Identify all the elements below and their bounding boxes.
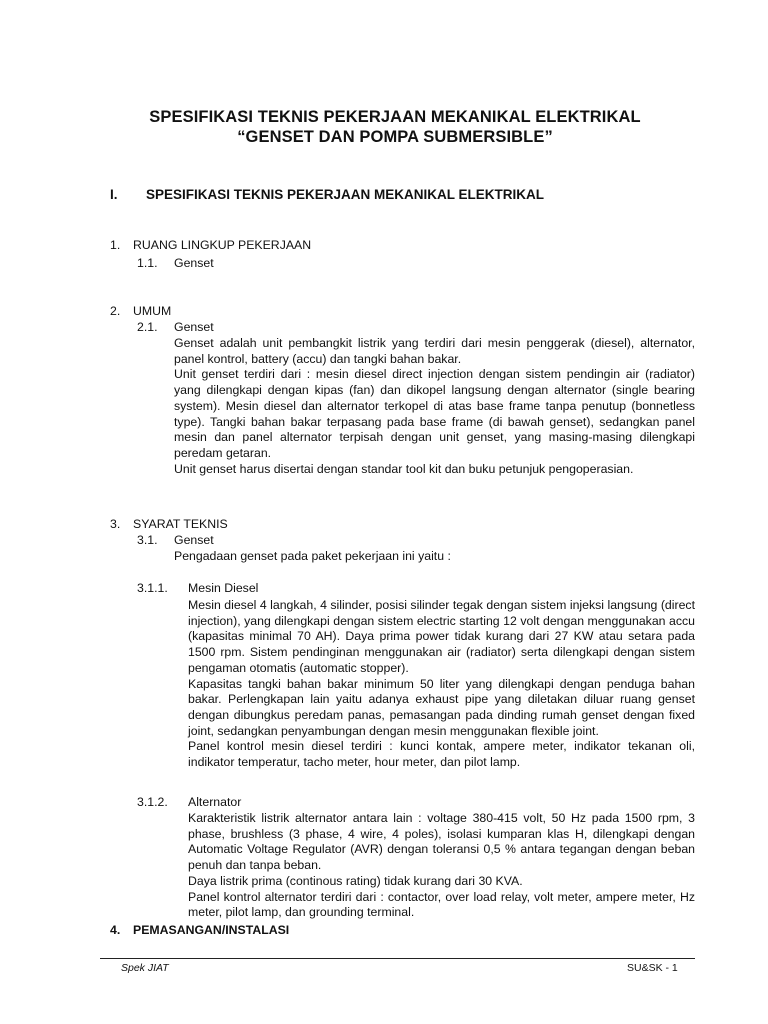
alternator-description (188, 811, 695, 921)
section-4-title: PEMASANGAN/INSTALASI (133, 923, 290, 937)
subsection-3-1-title: Genset (174, 533, 214, 547)
footer-divider (100, 958, 695, 959)
subsection-3-1-2-number: 3.1.2. (137, 795, 168, 809)
section-i-number: I. (110, 187, 118, 202)
alternator-paragraph-3: Panel kontrol alternator terdiri dari : contactor, over load relay, volt meter, ampere meter, Hz meter, pilot lamp, dan grounding terminal. (188, 889, 695, 920)
section-2-number: 2. (110, 304, 121, 318)
alternator-paragraph-1: Karakteristik listrik alternator antara lain : voltage 380-415 volt, 50 Hz pada 1500 rpm, 3 phase, brushless (3 phase, 4 wire, 4 poles), isolasi kumparan klas H, dilengkapi dengan Automatic Voltage Regulator (AVR) dengan toleransi 0,5 % antara tegangan dengan beban penuh dan tanpa beban. (188, 811, 695, 873)
genset-paragraph-3: Unit genset harus disertai dengan standar tool kit dan buku petunjuk pengoperasian. (174, 461, 634, 476)
mesin-diesel-paragraph-1: Mesin diesel 4 langkah, 4 silinder, posisi silinder tegak dengan sistem injeksi langsung (direct injection), yang dilengkapi dengan sistem electric starting 12 volt dengan menggunakan accu (kapasitas minimal 70 AH). Daya prima power tidak kurang dari 27 KW atau setara pada 1500 rpm. Sistem pendinginan menggunakan air (radiator) serta dilengkapi dengan sistem pengaman otomatis (automatic stopper). (188, 598, 695, 675)
section-i-title: SPESIFIKASI TEKNIS PEKERJAAN MEKANIKAL ELEKTRIKAL (146, 187, 545, 202)
section-2-title: UMUM (133, 304, 172, 318)
subsection-3-1-number: 3.1. (137, 533, 158, 547)
section-1-title: RUANG LINGKUP PEKERJAAN (133, 238, 312, 252)
section-3-number: 3. (110, 517, 121, 531)
footer-document-label: Spek JIAT (121, 962, 169, 974)
subsection-3-1-1-number: 3.1.1. (137, 581, 168, 595)
subsection-1-1-number: 1.1. (137, 256, 158, 270)
section-3-title: SYARAT TEKNIS (133, 517, 228, 531)
subsection-3-1-2-title: Alternator (188, 795, 242, 809)
document-title-line-1: SPESIFIKASI TEKNIS PEKERJAAN MEKANIKAL ELEKTRIKAL (149, 108, 641, 126)
genset-description (174, 336, 695, 477)
footer-page-number: SU&SK - 1 (627, 962, 678, 974)
subsection-3-1-intro: Pengadaan genset pada paket pekerjaan ini yaitu : (174, 549, 451, 563)
genset-paragraph-2: Unit genset terdiri dari : mesin diesel direct injection dengan sistem pendingin air (radiator) yang dilengkapi dengan kipas (fan) dan dikopel langsung dengan alternator (single bearing system). Mesin diesel dan alternator terkopel di atas base frame tanpa penutup (bonnetless type). Tangki bahan bakar terpasang pada base frame (di bawah genset), sedangkan panel mesin dan panel alternator terpisah dengan unit genset, yang masing-masing dilengkapi peredam getaran. (174, 367, 695, 460)
mesin-diesel-paragraph-3: Panel kontrol mesin diesel terdiri : kunci kontak, ampere meter, indikator tekanan oli, indikator temperatur, tacho meter, hour meter, dan pilot lamp. (188, 739, 695, 770)
mesin-diesel-paragraph-2: Kapasitas tangki bahan bakar minimum 50 liter yang dilengkapi dengan penduga bahan bakar. Perlengkapan lain yaitu adanya exhaust pipe yang diletakan diluar ruang genset dengan dibungkus peredam panas, pemasangan pada dinding rumah genset dengan fixed joint, sedangkan penyambungan dengan mesin menggunakan flexible joint. (188, 676, 695, 738)
alternator-paragraph-2: Daya listrik prima (continous rating) tidak kurang dari 30 KVA. (188, 873, 523, 888)
document-title-line-2: “GENSET DAN POMPA SUBMERSIBLE” (237, 128, 553, 146)
section-1-number: 1. (110, 238, 121, 252)
section-4-number: 4. (110, 923, 121, 937)
subsection-3-1-1-title: Mesin Diesel (188, 581, 259, 595)
subsection-2-1-title: Genset (174, 320, 214, 334)
subsection-2-1-number: 2.1. (137, 320, 158, 334)
genset-paragraph-1: Genset adalah unit pembangkit listrik yang terdiri dari mesin penggerak (diesel), alternator, panel kontrol, battery (accu) dan tangki bahan bakar. (174, 336, 695, 366)
subsection-1-1-title: Genset (174, 256, 214, 270)
mesin-diesel-description (188, 598, 695, 771)
